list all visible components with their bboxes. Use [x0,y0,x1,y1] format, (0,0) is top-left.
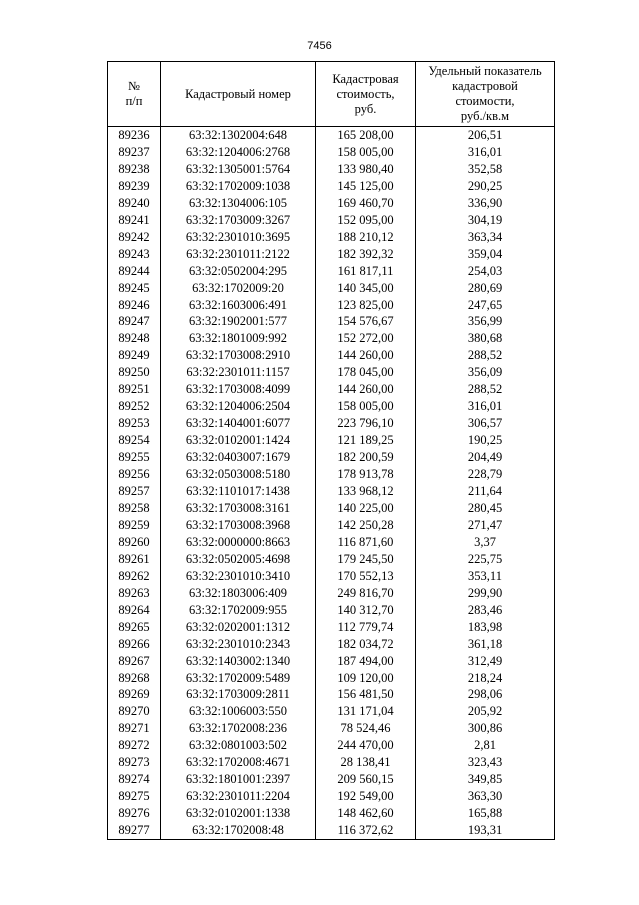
cadastral-value: 182 392,32 [316,246,416,263]
row-number: 89251 [108,381,161,398]
specific-value: 352,58 [416,161,555,178]
table-row [108,178,555,195]
row-number: 89239 [108,178,161,195]
cadastral-number: 63:32:0102001:1338 [161,805,316,822]
cadastral-number: 63:32:1702009:955 [161,602,316,619]
cadastral-value: 188 210,12 [316,229,416,246]
table-row [108,212,555,229]
row-number: 89259 [108,517,161,534]
row-number: 89246 [108,297,161,314]
cadastral-number: 63:32:1403002:1340 [161,653,316,670]
specific-value: 271,47 [416,517,555,534]
table-row [108,737,555,754]
row-number: 89255 [108,449,161,466]
cadastral-value: 133 968,12 [316,483,416,500]
table-row [108,483,555,500]
table-row [108,670,555,687]
table-row [108,703,555,720]
cadastral-number: 63:32:1703008:3161 [161,500,316,517]
specific-value: 300,86 [416,720,555,737]
cadastral-value: 28 138,41 [316,754,416,771]
row-number: 89268 [108,670,161,687]
specific-value: 254,03 [416,263,555,280]
row-number: 89250 [108,364,161,381]
table-row [108,720,555,737]
specific-value: 316,01 [416,398,555,415]
cadastral-number: 63:32:2301011:2204 [161,788,316,805]
cadastral-number: 63:32:0801003:502 [161,737,316,754]
row-number: 89277 [108,822,161,839]
cadastral-number: 63:32:0503008:5180 [161,466,316,483]
table-row [108,313,555,330]
header-specific-value-line: кадастровой [452,79,518,93]
specific-value: 359,04 [416,246,555,263]
table-row [108,771,555,788]
specific-value: 283,46 [416,602,555,619]
row-number: 89245 [108,280,161,297]
table-row [108,822,555,839]
cadastral-value: 131 171,04 [316,703,416,720]
row-number: 89269 [108,686,161,703]
row-number: 89271 [108,720,161,737]
row-number: 89270 [108,703,161,720]
header-specific-value [416,62,555,127]
cadastral-value: 123 825,00 [316,297,416,314]
specific-value: 211,64 [416,483,555,500]
cadastral-number: 63:32:1703008:2910 [161,347,316,364]
specific-value: 280,45 [416,500,555,517]
table-row [108,364,555,381]
cadastral-number: 63:32:2301011:1157 [161,364,316,381]
cadastral-value: 161 817,11 [316,263,416,280]
row-number: 89252 [108,398,161,415]
row-number: 89237 [108,144,161,161]
cadastral-number: 63:32:1703008:3968 [161,517,316,534]
cadastral-value: 158 005,00 [316,398,416,415]
table-row [108,415,555,432]
table-row [108,449,555,466]
specific-value: 290,25 [416,178,555,195]
row-number: 89263 [108,585,161,602]
cadastral-number: 63:32:0502005:4698 [161,551,316,568]
table-row [108,144,555,161]
header-specific-value-line: руб./кв.м [460,109,510,123]
specific-value: 183,98 [416,619,555,636]
specific-value: 225,75 [416,551,555,568]
table-row [108,127,555,144]
row-number: 89240 [108,195,161,212]
table-row [108,568,555,585]
table-row [108,246,555,263]
cadastral-number: 63:32:1006003:550 [161,703,316,720]
cadastral-number: 63:32:1603006:491 [161,297,316,314]
cadastral-number: 63:32:1803006:409 [161,585,316,602]
cadastral-number: 63:32:0502004:295 [161,263,316,280]
cadastral-value: 144 260,00 [316,381,416,398]
header-num-line: № [128,79,140,93]
cadastral-value: 165 208,00 [316,127,416,144]
cadastral-number: 63:32:1702008:48 [161,822,316,839]
cadastral-value: 182 034,72 [316,636,416,653]
specific-value: 288,52 [416,381,555,398]
table-row [108,161,555,178]
row-number: 89253 [108,415,161,432]
specific-value: 304,19 [416,212,555,229]
cadastral-number: 63:32:1801001:2397 [161,771,316,788]
cadastral-value: 249 816,70 [316,585,416,602]
row-number: 89241 [108,212,161,229]
table-row [108,686,555,703]
row-number: 89260 [108,534,161,551]
cadastral-number: 63:32:1702009:20 [161,280,316,297]
specific-value: 316,01 [416,144,555,161]
cadastral-value: 223 796,10 [316,415,416,432]
table-row [108,517,555,534]
row-number: 89274 [108,771,161,788]
table-row [108,653,555,670]
table-row [108,398,555,415]
row-number: 89243 [108,246,161,263]
table-row [108,585,555,602]
table-body [108,127,555,840]
row-number: 89273 [108,754,161,771]
cadastral-number: 63:32:2301010:2343 [161,636,316,653]
header-cadastral-value-line: Кадастровая [332,71,399,86]
table-row [108,280,555,297]
cadastral-value: 169 460,70 [316,195,416,212]
specific-value: 356,09 [416,364,555,381]
row-number: 89242 [108,229,161,246]
cadastral-value: 112 779,74 [316,619,416,636]
cadastral-number: 63:32:1305001:5764 [161,161,316,178]
cadastral-value: 144 260,00 [316,347,416,364]
table-row [108,500,555,517]
specific-value: 165,88 [416,805,555,822]
cadastral-number: 63:32:1703009:3267 [161,212,316,229]
header-num [108,62,161,127]
cadastral-number: 63:32:1702009:1038 [161,178,316,195]
row-number: 89265 [108,619,161,636]
table-row [108,229,555,246]
header-cadastral-number [161,62,316,127]
header-num-line: п/п [125,94,143,108]
table-row [108,330,555,347]
cadastral-value: 133 980,40 [316,161,416,178]
cadastral-number: 63:32:1101017:1438 [161,483,316,500]
specific-value: 361,18 [416,636,555,653]
specific-value: 204,49 [416,449,555,466]
cadastral-number: 63:32:1204006:2768 [161,144,316,161]
specific-value: 312,49 [416,653,555,670]
specific-value: 3,37 [416,534,555,551]
cadastral-value: 145 125,00 [316,178,416,195]
specific-value: 349,85 [416,771,555,788]
cadastral-value: 78 524,46 [316,720,416,737]
cadastral-value: 116 871,60 [316,534,416,551]
cadastral-value: 148 462,60 [316,805,416,822]
cadastral-number: 63:32:1703008:4099 [161,381,316,398]
table-row [108,619,555,636]
cadastral-number: 63:32:0202001:1312 [161,619,316,636]
specific-value: 356,99 [416,313,555,330]
table-row [108,551,555,568]
row-number: 89276 [108,805,161,822]
table-row [108,754,555,771]
row-number: 89261 [108,551,161,568]
cadastral-value: 140 345,00 [316,280,416,297]
table-row [108,432,555,449]
cadastral-value: 140 312,70 [316,602,416,619]
cadastral-value: 209 560,15 [316,771,416,788]
row-number: 89247 [108,313,161,330]
row-number: 89238 [108,161,161,178]
cadastral-number: 63:32:1702009:5489 [161,670,316,687]
cadastral-value: 170 552,13 [316,568,416,585]
header-specific-value-line: Удельный показатель [428,64,542,78]
cadastral-value: 121 189,25 [316,432,416,449]
row-number: 89248 [108,330,161,347]
cadastral-number: 63:32:0000000:8663 [161,534,316,551]
cadastral-number: 63:32:1801009:992 [161,330,316,347]
row-number: 89262 [108,568,161,585]
row-number: 89264 [108,602,161,619]
row-number: 89275 [108,788,161,805]
cadastral-number: 63:32:1702008:4671 [161,754,316,771]
cadastral-value: 156 481,50 [316,686,416,703]
table-row [108,195,555,212]
specific-value: 218,24 [416,670,555,687]
row-number: 89254 [108,432,161,449]
row-number: 89256 [108,466,161,483]
cadastral-number: 63:32:2301011:2122 [161,246,316,263]
cadastral-value: 154 576,67 [316,313,416,330]
row-number: 89272 [108,737,161,754]
table-row [108,347,555,364]
cadastral-number: 63:32:1703009:2811 [161,686,316,703]
specific-value: 363,34 [416,229,555,246]
specific-value: 336,90 [416,195,555,212]
cadastral-table [107,61,555,840]
header-specific-value-line: стоимости, [455,94,515,108]
cadastral-value: 152 095,00 [316,212,416,229]
cadastral-value: 182 200,59 [316,449,416,466]
specific-value: 363,30 [416,788,555,805]
table-row [108,534,555,551]
cadastral-number: 63:32:1304006:105 [161,195,316,212]
specific-value: 280,69 [416,280,555,297]
row-number: 89249 [108,347,161,364]
specific-value: 353,11 [416,568,555,585]
row-number: 89257 [108,483,161,500]
cadastral-value: 244 470,00 [316,737,416,754]
table-row [108,805,555,822]
row-number: 89236 [108,127,161,144]
cadastral-value: 192 549,00 [316,788,416,805]
cadastral-value: 178 913,78 [316,466,416,483]
table-row [108,263,555,280]
specific-value: 323,43 [416,754,555,771]
specific-value: 206,51 [416,127,555,144]
cadastral-number: 63:32:1302004:648 [161,127,316,144]
row-number: 89244 [108,263,161,280]
cadastral-number: 63:32:1404001:6077 [161,415,316,432]
specific-value: 299,90 [416,585,555,602]
page-number: 7456 [307,40,332,52]
table-row [108,466,555,483]
cadastral-number: 63:32:2301010:3410 [161,568,316,585]
row-number: 89258 [108,500,161,517]
header-cadastral-number-text: Кадастровый номер [185,86,291,101]
cadastral-number: 63:32:1702008:236 [161,720,316,737]
cadastral-value: 116 372,62 [316,822,416,839]
specific-value: 228,79 [416,466,555,483]
specific-value: 306,57 [416,415,555,432]
specific-value: 193,31 [416,822,555,839]
cadastral-number: 63:32:0102001:1424 [161,432,316,449]
table-row [108,788,555,805]
cadastral-number: 63:32:1902001:577 [161,313,316,330]
header-cadastral-value [316,62,416,127]
cadastral-number: 63:32:1204006:2504 [161,398,316,415]
header-cadastral-value-line: стоимость, [336,86,395,101]
cadastral-number: 63:32:2301010:3695 [161,229,316,246]
specific-value: 247,65 [416,297,555,314]
cadastral-value: 187 494,00 [316,653,416,670]
specific-value: 190,25 [416,432,555,449]
row-number: 89267 [108,653,161,670]
cadastral-value: 142 250,28 [316,517,416,534]
header-cadastral-value-line: руб. [354,101,377,116]
table-row [108,636,555,653]
row-number: 89266 [108,636,161,653]
table-row [108,297,555,314]
specific-value: 2,81 [416,737,555,754]
cadastral-number: 63:32:0403007:1679 [161,449,316,466]
table-row [108,381,555,398]
cadastral-value: 140 225,00 [316,500,416,517]
cadastral-value: 179 245,50 [316,551,416,568]
specific-value: 288,52 [416,347,555,364]
specific-value: 380,68 [416,330,555,347]
cadastral-value: 152 272,00 [316,330,416,347]
specific-value: 298,06 [416,686,555,703]
specific-value: 205,92 [416,703,555,720]
cadastral-value: 109 120,00 [316,670,416,687]
cadastral-value: 158 005,00 [316,144,416,161]
table-header-row [108,62,555,127]
table-row [108,602,555,619]
cadastral-value: 178 045,00 [316,364,416,381]
